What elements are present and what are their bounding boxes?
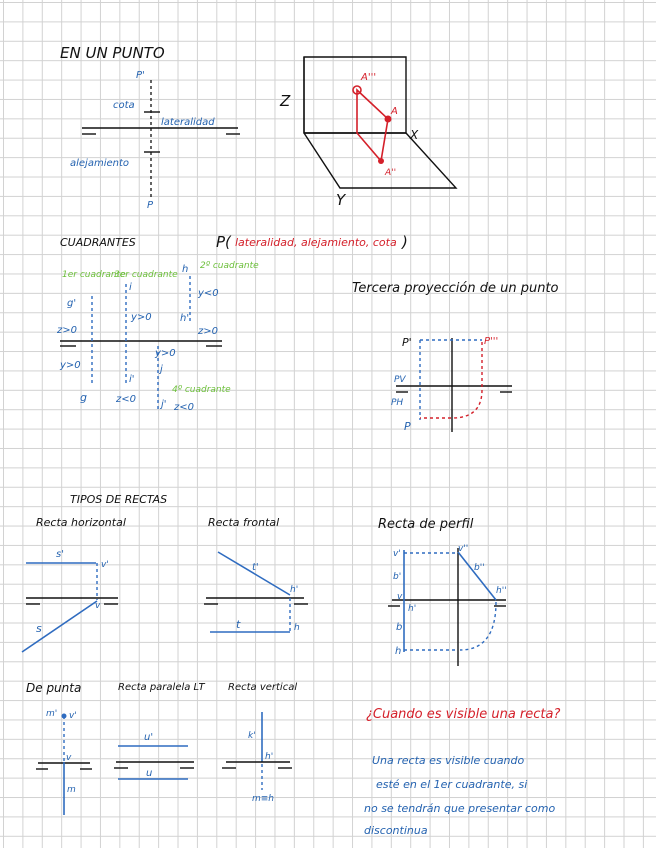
a3-label: A''' bbox=[361, 72, 377, 83]
axis-z-label: Z bbox=[280, 92, 291, 110]
a-label: A bbox=[391, 106, 398, 117]
z-neg-mid-label: z<0 bbox=[116, 394, 136, 405]
point-line-v1: v' bbox=[69, 711, 77, 721]
horizontal-s1: s' bbox=[56, 549, 64, 560]
point-line-m: m bbox=[67, 785, 76, 795]
horizontal-v: v bbox=[95, 601, 101, 611]
vertical-k1: k' bbox=[248, 731, 256, 741]
point-line-m1: m' bbox=[46, 709, 58, 719]
third-p1: P' bbox=[402, 336, 412, 349]
g-bottom-label: g bbox=[80, 391, 87, 404]
j-bottom-label: j' bbox=[161, 399, 167, 410]
frontal-t: t bbox=[236, 618, 241, 631]
axis-x-label: X bbox=[410, 128, 419, 142]
vertical-title: Recta vertical bbox=[228, 682, 298, 693]
third-p: P bbox=[404, 420, 411, 433]
lateralidad-label: lateralidad bbox=[161, 117, 215, 128]
horizontal-s-line bbox=[22, 601, 97, 652]
parallel-u1: u' bbox=[144, 732, 154, 743]
p-top-label: P' bbox=[136, 70, 145, 81]
profile-title: Recta de perfil bbox=[378, 517, 474, 532]
y-pos-left-label: y>0 bbox=[60, 360, 81, 371]
q3-label: 3er cuadrante bbox=[114, 270, 178, 280]
y-neg-label: y<0 bbox=[198, 288, 219, 299]
formula-p: P( bbox=[216, 233, 231, 251]
formula-close: ) bbox=[402, 233, 408, 251]
profile-b: b bbox=[396, 622, 403, 633]
horizontal-title: Recta horizontal bbox=[36, 516, 126, 529]
question-section bbox=[364, 707, 560, 837]
quadrants-section bbox=[56, 233, 408, 413]
p-bottom-label: P bbox=[147, 200, 154, 211]
profile-h1: h' bbox=[408, 604, 417, 614]
vertical-h1: h' bbox=[265, 752, 274, 762]
parallel-lt-title: Recta paralela LT bbox=[118, 682, 205, 693]
j-top-label: j bbox=[160, 364, 163, 375]
third-projection-title: Tercera proyección de un punto bbox=[352, 281, 559, 296]
axis-y-label: Y bbox=[336, 191, 346, 209]
quadrants-title: CUADRANTES bbox=[60, 236, 136, 249]
point-projection bbox=[357, 90, 388, 161]
q4-label: 4º cuadrante bbox=[172, 385, 231, 395]
answer-line-3: no se tendrán que presentar como bbox=[364, 802, 556, 815]
point-line-title: De punta bbox=[26, 681, 82, 695]
line-types-title: TIPOS DE RECTAS bbox=[70, 493, 168, 506]
h-top-label: h bbox=[182, 264, 189, 275]
a2-label: A'' bbox=[385, 168, 397, 178]
point-section bbox=[60, 44, 456, 211]
z-pos-right-label: z>0 bbox=[198, 326, 218, 337]
profile-h3: h'' bbox=[496, 586, 507, 596]
point-title: EN UN PUNTO bbox=[60, 44, 165, 62]
frontal-t1: t' bbox=[252, 562, 259, 573]
profile-b3: b'' bbox=[474, 563, 485, 573]
profile-v3: v'' bbox=[458, 544, 469, 554]
visibility-question: ¿Cuando es visible una recta? bbox=[366, 707, 561, 722]
vertical-plane bbox=[304, 57, 406, 133]
third-pv: PV bbox=[394, 375, 406, 385]
profile-v1: v' bbox=[393, 549, 401, 559]
h-bottom-label: h' bbox=[180, 313, 190, 324]
horizontal-s: s bbox=[36, 622, 42, 635]
q2-label: 2º cuadrante bbox=[200, 261, 259, 271]
i-top-label: i bbox=[129, 282, 132, 293]
frontal-title: Recta frontal bbox=[208, 516, 280, 529]
z-neg-j-label: z<0 bbox=[174, 402, 194, 413]
profile-h: h bbox=[395, 646, 402, 657]
g-top-label: g' bbox=[67, 298, 77, 309]
profile-b1: b' bbox=[393, 572, 402, 582]
parallel-u: u bbox=[146, 768, 153, 779]
answer-line-2: esté en el 1er cuadrante, si bbox=[376, 778, 528, 791]
profile-v: v bbox=[397, 592, 403, 602]
profile-third-line bbox=[458, 552, 496, 600]
frontal-h1: h' bbox=[290, 585, 299, 595]
formula-body: lateralidad, alejamiento, cota bbox=[235, 236, 397, 249]
third-projection-section bbox=[352, 281, 559, 433]
frontal-h: h bbox=[294, 623, 300, 633]
q1-label: 1er cuadrante bbox=[62, 270, 126, 280]
alejamiento-label: alejamiento bbox=[70, 158, 130, 169]
y-pos-mid-label: y>0 bbox=[131, 312, 152, 323]
answer-line-4: discontinua bbox=[364, 824, 428, 837]
z-pos-label: z>0 bbox=[57, 325, 77, 336]
i-bottom-label: i' bbox=[129, 374, 135, 385]
y-pos-j-label: y>0 bbox=[155, 348, 176, 359]
cota-label: cota bbox=[113, 100, 135, 111]
vertical-mh: m≡h bbox=[252, 794, 275, 804]
horizontal-v1: v' bbox=[101, 560, 109, 570]
frontal-t1-line bbox=[218, 552, 290, 595]
point-line-v: v bbox=[66, 753, 72, 763]
third-ph: PH bbox=[391, 398, 404, 408]
answer-line-1: Una recta es visible cuando bbox=[372, 754, 525, 767]
third-p3: P''' bbox=[484, 336, 499, 347]
